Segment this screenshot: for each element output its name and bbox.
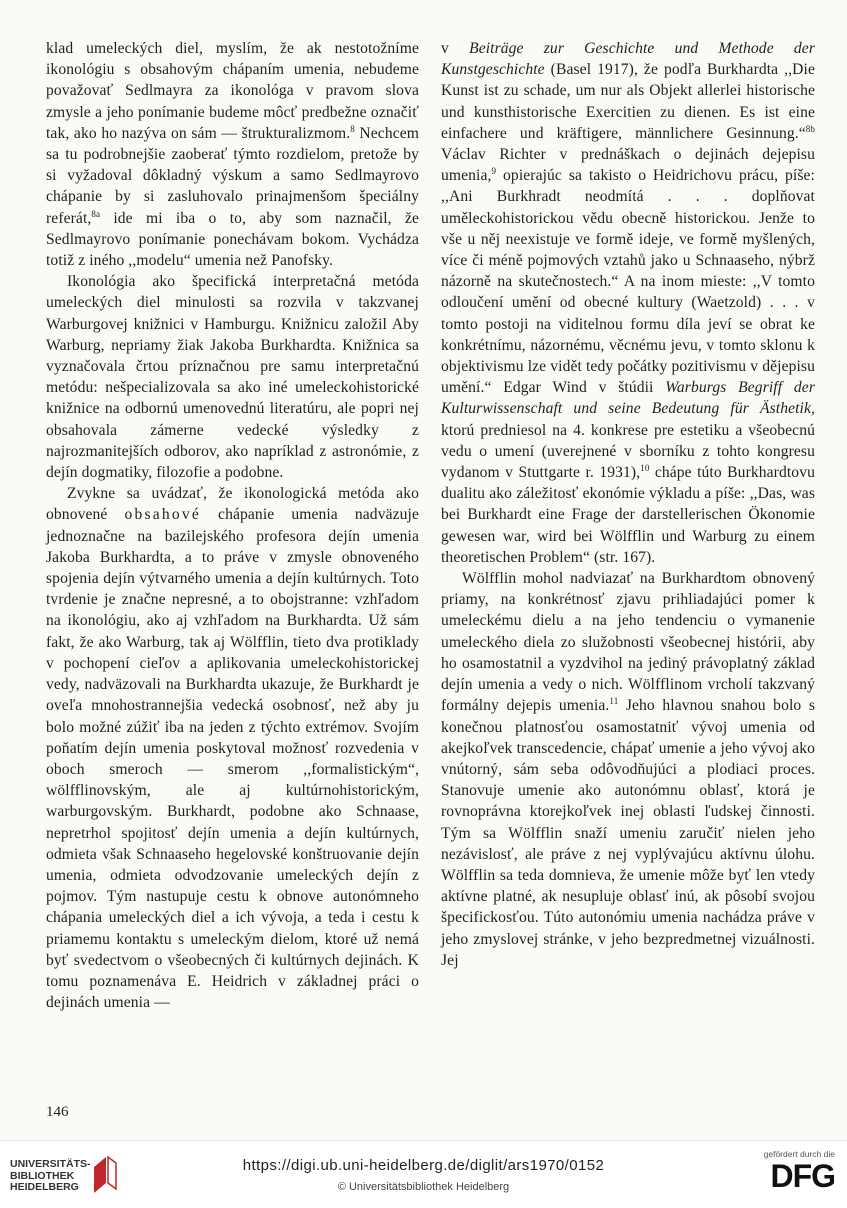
- viewer-footer: [0, 1140, 847, 1208]
- dfg-logo[interactable]: [749, 1149, 839, 1201]
- document-url-link[interactable]: https://digi.ub.uni-heidelberg.de/diglit/ars1970/0152: [242, 1157, 605, 1174]
- copyright-notice: © Universitätsbibliothek Heidelberg: [337, 1181, 510, 1193]
- paragraph-5: Wölfflin mohol nadviazať na Burkhardtom obnovený priamy, na konkrétnosť zjavu prihliadajúci pomer k umeleckému dielu a na jeho tendenciu o vymanenie umeleckého diela zo služobnosti všeobecnej histórii, aby ho osamostatnil a vyzdvihol na jediný právoplatný základ dejín umenia a vedy o nich. Wölfflinom vrcholí takzvaný formálny dejepis umenia.$^{11}$ Jeho hlavnou snahou bolo s konečnou platnosťou osamostatniť vývoj umenia od akejkoľvek transcedencie, chápať umenie a jeho vývoj ako vnútorný, sám seba odôvodňujúci a plodiaci proces. Stanovuje umenie ako autonómnu oblasť, ktorá je rovnoprávna ktorejkoľvek inej oblasti ľudskej činnosti. Tým sa Wölfflin snaží umeniu zaručiť nielen jeho nezávislosť, ale práve z nej vyplývajúcu aktívnu úlohu. Wölfflin sa teda domnieva, že umenie môže byť len vtedy aktívne platné, ak nesupluje oblasť inú, ak pôsobí svojou špecifickosťou. Túto autonómiu umenia nachádza práve v jeho zmyslovej stránke, v jeho bezpredmetnej vizuálnosti. Jej: [441, 570, 816, 969]
- right-column: [441, 38, 815, 971]
- paragraph-2: Ikonológia ako špecifická interpretačná metóda umeleckých diel minulosti sa rozvila v takzvanej Warburgovej knižnici v Hamburgu. Knižnicu založil Aby Warburg, nepriamy žiak Jakoba Burkhardta. Knižnica sa vyznačovala črtou príznačnou pre samu interpretačnú metódu: nešpecializovala sa ako iné umeleckohistorické knižnice na odbornú umenovednú literatúru, ale popri nej obsahovala zámerne vedecké výsledky z najrozmanitejších odborov, ako napríklad z astronómie, z dejín dogmatiky, filozofie a podobne.: [46, 273, 419, 482]
- paragraph-1: klad umeleckých diel, myslím, že ak nestotožníme ikonológiu s obsahovým chápaním umenia, nebudeme považovať Sedlmayra za ikonológa v pravom slova zmysle a jeho ponímanie budeme môcť predbežne označiť tak, ako ho nazýva on sám — štrukturalizmom.$^8$ Nechcem sa tu podrobnejšie zaoberať týmto rozdielom, pretože by si vyžadoval dôkladný výskum a samo Sedlmayrovo chápanie by si zasluhovalo prinajmenšom špeciálny referát,$^{8a}$ ide mi iba o to, aby som naznačil, že Sedlmayrovo ponímanie ponechávam bokom. Vychádza totiž z iného ,,modelu“ umenia než Panofsky.: [46, 40, 419, 270]
- paragraph-3: Zvykne sa uvádzať, že ikonologická metóda ako obnovené obsahové chápanie umenia nadväzuje jednoznačne na bazilejského profesora dejín umenia Jakoba Burkhardta, a to práve v zmysle obnoveného spojenia dejín výtvarného umenia a dejín kultúrnych. Toto tvrdenie je značne nepresné, a to obojstranne: vzhľadom na ikonológiu, ako aj vzhľadom na Burkhardta. Už sám fakt, že ako Warburg, tak aj Wölfflin, tieto dva protiklady v pochopení cieľov a aplikovania umeleckohistorickej vedy, nadväzovali na Burkhardta ukazuje, že Burkhardt je oveľa mnohostrannejšia vedecká osobnosť, než aby ju bolo možné zúžiť iba na jeden z týchto extrémov. Svojím poňatím dejín umenia poskytoval možnosť rozvedenia v oboch smeroch — smerom ,,formalistickým“, wölfflinovským, ale aj kultúrnohistorickým, warburgovským. Burkhardt, podobne ako Schnaase, nepretrhol spojitosť dejín umenia a dejín kultúrnych, odmieta však Schnaaseho hegelovské konštruovanie dejín umenia, odmieta odvodzovanie umeleckých dejín z pojmov. Tým nastupuje cestu k obnove autonómneho chápania umeleckých diel a ich vývoja, a teda i cestu k priamemu kontaktu s umeleckým dielom, ktoré už nemá byť svedectvom o všeobecných či kultúrnych dejinách. K tomu poznamenáva E. Heidrich v základnej práci o dejinách umenia —: [46, 485, 419, 1012]
- funder-name: DFG: [770, 1158, 835, 1194]
- left-column: [46, 38, 419, 1013]
- paragraph-4: v Beiträge zur Geschichte und Methode der Kunstgeschichte (Basel 1917), že podľa Burkhardta ,,Die Kunst ist zu schade, um nur als Objekt allerlei historische und kunsthistorische Exercitien zu dienen. Es ist eine einfachere und kräftigere, männlichere Gesinnung.“$^{8b}$ Václav Richter v prednáškach o dejinách dejepisu umenia,$^9$ opierajúc sa takisto o Heidrichovu prácu, píše: ,,Ani Burkhradt neodmítá . . . doplňovat uměleckohistorickou vědu obecně historickou. Jenže to vše u něj neexistuje ve formě ideje, ve formě myšlených, více či méně pojmových vztahů jako u Schnaaseho, nýbrž názorně na skutečnostech.“ A na inom mieste: ,,V tomto odloučení umění od obecné kultury (Waetzold) . . . v tomto postoji na viditelnou formu díla jeví se obrat ke konkrétnímu, názornému, věcnému jevu, v tomto sklonu k objektivismu lze vidět tedy počátky pozitivismu v dějepisu umění.“ Edgar Wind v štúdii Warburgs Begriff der Kulturwissenschaft und seine Bedeutung für Ästhetik, ktorú predniesol na 4. konkrese pre estetiku a všeobecnú vedu o umení (uverejnené v sborníku z tohto kongresu vydanom v Stuttgarte r. 1931),$^{10}$ chápe túto Burkhardtovu dualitu ako záležitosť ekonómie výkladu a píše: ,,Das, was bei Burkhardt eine Frage der darstellerischen Ökonomie gewesen war, wird bei Wölfflin und Warburg zu einem theoretischen Problem“ (str. 167).: [441, 40, 815, 566]
- library-name: UNIVERSITÄTS- BIBLIOTHEK HEIDELBERG: [10, 1158, 91, 1193]
- page-number: 146: [46, 1104, 69, 1120]
- funder-note: gefördert durch die: [763, 1149, 835, 1159]
